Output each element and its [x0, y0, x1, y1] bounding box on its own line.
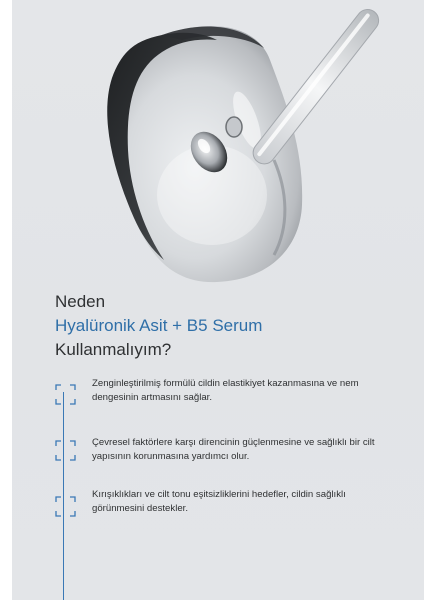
benefit-text: Kırışıklıkları ve cilt tonu eşitsizliklerini hedefler, cildin sağlıklı görünmesini destekler. [92, 489, 346, 514]
corner-bracket-icon [55, 440, 76, 461]
benefit-item [12, 488, 424, 548]
benefit-item [12, 372, 424, 432]
headline-line-3: Kullanmalıyım? [55, 340, 172, 359]
serum-drop-image [12, 0, 424, 290]
benefit-item [12, 432, 424, 492]
corner-bracket-icon [55, 384, 76, 405]
benefit-text: Çevresel faktörlere karşı direncinin güçlenmesine ve sağlıklı bir cilt yapısının korunmasına yardımcı olur. [92, 437, 375, 462]
product-info-card [12, 0, 424, 600]
headline [55, 290, 262, 362]
corner-bracket-icon [55, 496, 76, 517]
benefit-text: Zenginleştirilmiş formülü cildin elastikiyet kazanmasına ve nem dengesinin artmasını sağlar. [92, 378, 359, 403]
headline-line-1: Neden [55, 292, 106, 311]
headline-product-name: Hyalüronik Asit + B5 Serum [55, 316, 263, 335]
